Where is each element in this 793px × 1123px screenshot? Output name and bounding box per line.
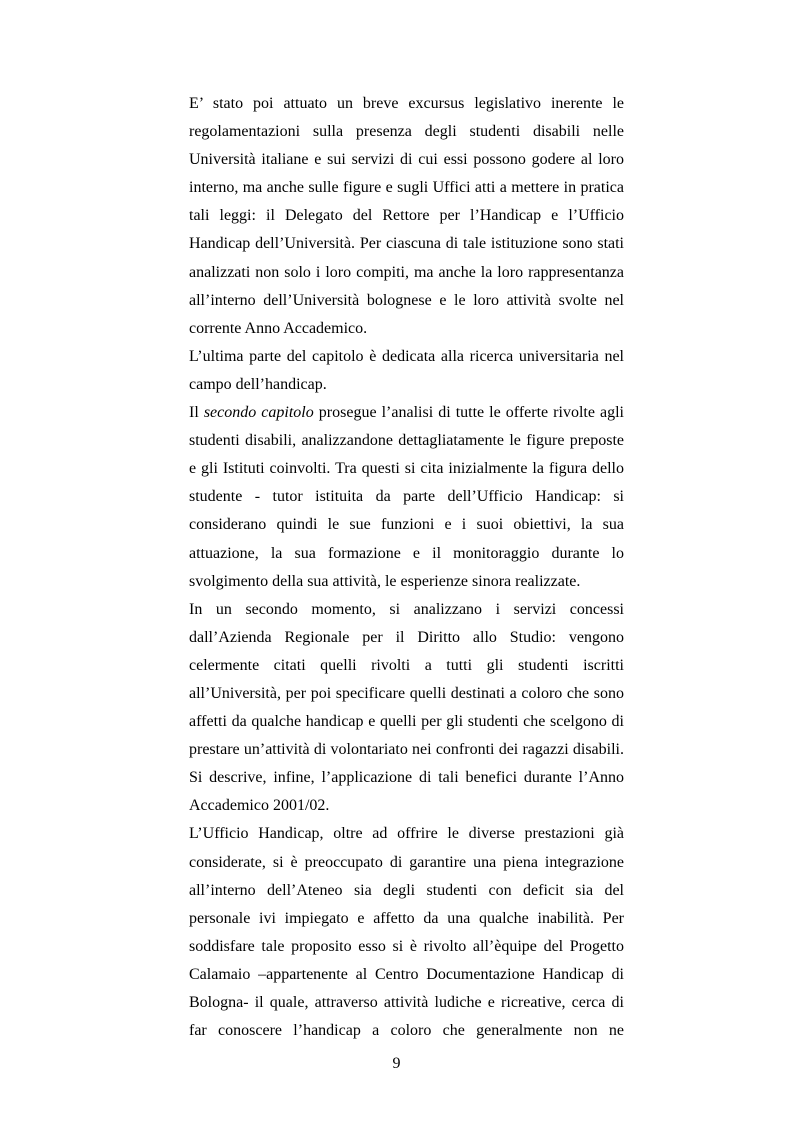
text-line: interno, ma anche sulle figure e sugli Uffici atti a mettere in pratica: [189, 179, 624, 197]
text-line: considerano quindi le sue funzioni e i suoi obiettivi, la sua: [189, 516, 624, 534]
text-line: far conoscere l’handicap a coloro che generalmente non ne: [189, 1022, 624, 1040]
page-number: 9: [392, 1055, 401, 1072]
text-line: Calamaio –appartenente al Centro Documentazione Handicap di: [189, 965, 624, 983]
italic-text-run: secondo capitolo: [203, 404, 314, 422]
text-line: Bologna- il quale, attraverso attività ludiche e ricreative, cerca di: [189, 994, 624, 1011]
text-line: dall’Azienda Regionale per il Diritto allo Studio: vengono: [189, 628, 624, 646]
text-line: regolamentazioni sulla presenza degli studenti disabili nelle: [189, 123, 624, 141]
text-line: affetti da qualche handicap e quelli per gli studenti che scelgono di: [189, 713, 624, 731]
body-text: [189, 90, 624, 1045]
text-line: [189, 399, 624, 427]
text-line: prestare un’attività di volontariato nei confronti dei ragazzi disabili.: [189, 741, 624, 759]
text-line: soddisfare tale proposito esso si è rivolto all’èquipe del Progetto: [189, 937, 624, 955]
text-line: Accademico 2001/02.: [189, 797, 330, 815]
text-line: all’interno dell’Ateneo sia degli studenti con deficit sia del: [189, 881, 624, 899]
text-line: studenti disabili, analizzandone dettagliatamente le figure preposte: [189, 432, 624, 450]
text-line: campo dell’handicap.: [189, 375, 327, 393]
text-line: personale ivi impiegato e affetto da una qualche inabilità. Per: [189, 909, 624, 927]
text-line: svolgimento della sua attività, le esperienze sinora realizzate.: [189, 572, 581, 590]
text-line: analizzati non solo i loro compiti, ma anche la loro rappresentanza: [189, 263, 624, 281]
text-line: Handicap dell’Università. Per ciascuna di tale istituzione sono stati: [189, 235, 624, 253]
text-run: prosegue l’analisi di tutte le offerte rivolte agli: [313, 404, 624, 422]
text-line: all’Università, per poi specificare quelli destinati a coloro che sono: [189, 684, 624, 702]
text-run: Il: [189, 404, 204, 422]
text-line: e gli Istituti coinvolti. Tra questi si cita inizialmente la figura dello: [189, 460, 624, 478]
text-line: E’ stato poi attuato un breve excursus legislativo inerente le: [189, 95, 624, 112]
text-line: corrente Anno Accademico.: [189, 319, 368, 337]
text-line: studente - tutor istituita da parte dell’Ufficio Handicap: si: [189, 488, 624, 506]
text-line: celermente citati quelli rivolti a tutti gli studenti iscritti: [189, 656, 624, 674]
text-line: tali leggi: il Delegato del Rettore per l’Handicap e l’Ufficio: [189, 207, 624, 225]
text-line: Si descrive, infine, l’applicazione di tali benefici durante l’Anno: [189, 769, 624, 787]
text-line: L’ultima parte del capitolo è dedicata alla ricerca universitaria nel: [189, 347, 624, 365]
text-line: all’interno dell’Università bolognese e le loro attività svolte nel: [189, 291, 624, 309]
text-line: In un secondo momento, si analizzano i servizi concessi: [189, 600, 624, 618]
text-line: L’Ufficio Handicap, oltre ad offrire le diverse prestazioni già: [189, 825, 624, 843]
text-line: Università italiane e sui servizi di cui essi possono godere al loro: [189, 151, 624, 169]
text-line: attuazione, la sua formazione e il monitoraggio durante lo: [189, 544, 624, 562]
text-line: considerate, si è preoccupato di garantire una piena integrazione: [189, 853, 624, 871]
